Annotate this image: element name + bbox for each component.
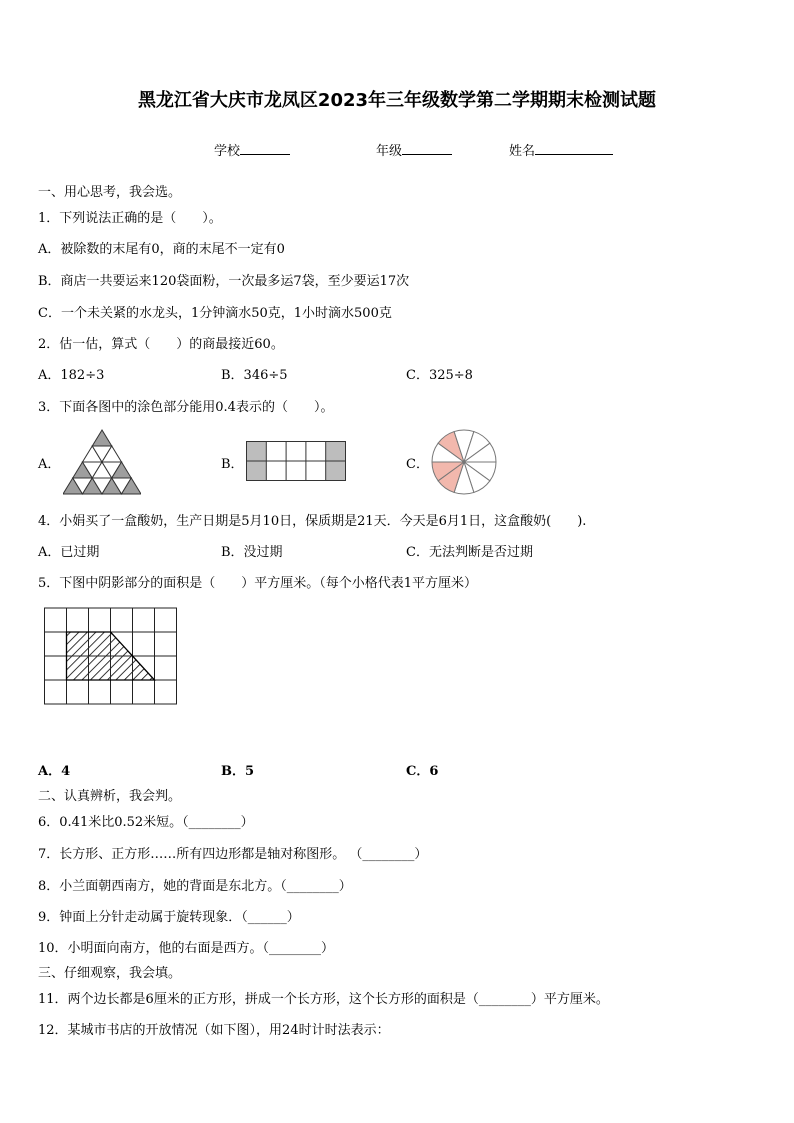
question-2-option-a[interactable]: A．182÷3 [38,368,105,383]
question-5-stem: 5．下图中阴影部分的面积是（ ）平方厘米。（每个小格代表1平方厘米） [38,576,478,591]
question-7[interactable]: 7．长方形、正方形……所有四边形都是轴对称图形。 （________） [38,847,428,862]
school-label: 学校 [214,144,241,159]
school-field[interactable] [214,140,290,159]
question-3-option-a[interactable]: A． [38,457,61,472]
question-5-option-a[interactable]: A．4 [38,764,71,779]
name-blank[interactable] [535,142,613,155]
circle-figure [430,428,498,496]
question-3-option-b[interactable]: B． [221,457,244,472]
name-label: 姓名 [509,144,536,159]
question-4-option-b[interactable]: B．没过期 [221,545,283,560]
question-12: 12．某城市书店的开放情况（如下图），用24时计时法表示： [38,1023,390,1038]
grid-cell-shaded [326,442,346,462]
grid-cell-shaded [326,461,346,481]
question-5-option-c[interactable]: C．6 [406,764,439,779]
question-4-stem: 4．小娟买了一盒酸奶，生产日期是5月10日，保质期是21天．今天是6月1日，这盒酸奶( ). [38,514,587,529]
question-3-stem: 3．下面各图中的涂色部分能用0.4表示的（ ）。 [38,400,334,415]
section-3-heading: 三、仔细观察，我会填。 [38,966,182,981]
question-8[interactable]: 8．小兰面朝西南方，她的背面是东北方。（________） [38,879,352,894]
grid-cell-shaded [247,442,267,462]
question-11[interactable]: 11．两个边长都是6厘米的正方形，拼成一个长方形，这个长方形的面积是（________）平方厘米。 [38,992,609,1007]
hatched-area-grid [44,607,178,705]
grade-label: 年级 [376,144,403,159]
question-6[interactable]: 6．0.41米比0.52米短。（________） [38,815,254,830]
grid-cell-shaded [247,461,267,481]
section-2-heading: 二、认真辨析，我会判。 [38,789,182,804]
school-blank[interactable] [240,142,290,155]
question-9[interactable]: 9．钟面上分针走动属于旋转现象．（______） [38,910,300,925]
section-1-heading: 一、用心思考，我会选。 [38,185,182,200]
question-2-stem: 2．估一估，算式（ ）的商最接近60。 [38,337,284,352]
question-1-stem: 1．下列说法正确的是（ ）。 [38,211,222,226]
triangle-cell-shaded [92,430,112,446]
question-10[interactable]: 10．小明面向南方，他的右面是西方。（________） [38,941,335,956]
question-5-option-b[interactable]: B．5 [221,764,255,779]
question-4-option-c[interactable]: C．无法判断是否过期 [406,545,533,560]
pie-sectors [432,430,496,494]
question-1-option-a[interactable]: A．被除数的末尾有0，商的末尾不一定有0 [38,242,285,257]
triangle-figure [63,428,141,496]
question-2-option-c[interactable]: C．325÷8 [406,368,473,383]
grade-field[interactable] [376,140,452,159]
grade-blank[interactable] [402,142,452,155]
name-field[interactable] [509,140,613,159]
question-1-option-b[interactable]: B．商店一共要运来120袋面粉，一次最多运7袋，至少要运17次 [38,274,410,289]
question-4-option-a[interactable]: A．已过期 [38,545,100,560]
page-title: 黑龙江省大庆市龙凤区2023年三年级数学第二学期期末检测试题 [137,90,657,111]
rectangle-grid-figure [246,441,346,481]
question-1-option-c[interactable]: C．一个未关紧的水龙头，1分钟滴水50克，1小时滴水500克 [38,306,392,321]
question-3-option-c[interactable]: C． [406,457,429,472]
question-2-option-b[interactable]: B．346÷5 [221,368,288,383]
